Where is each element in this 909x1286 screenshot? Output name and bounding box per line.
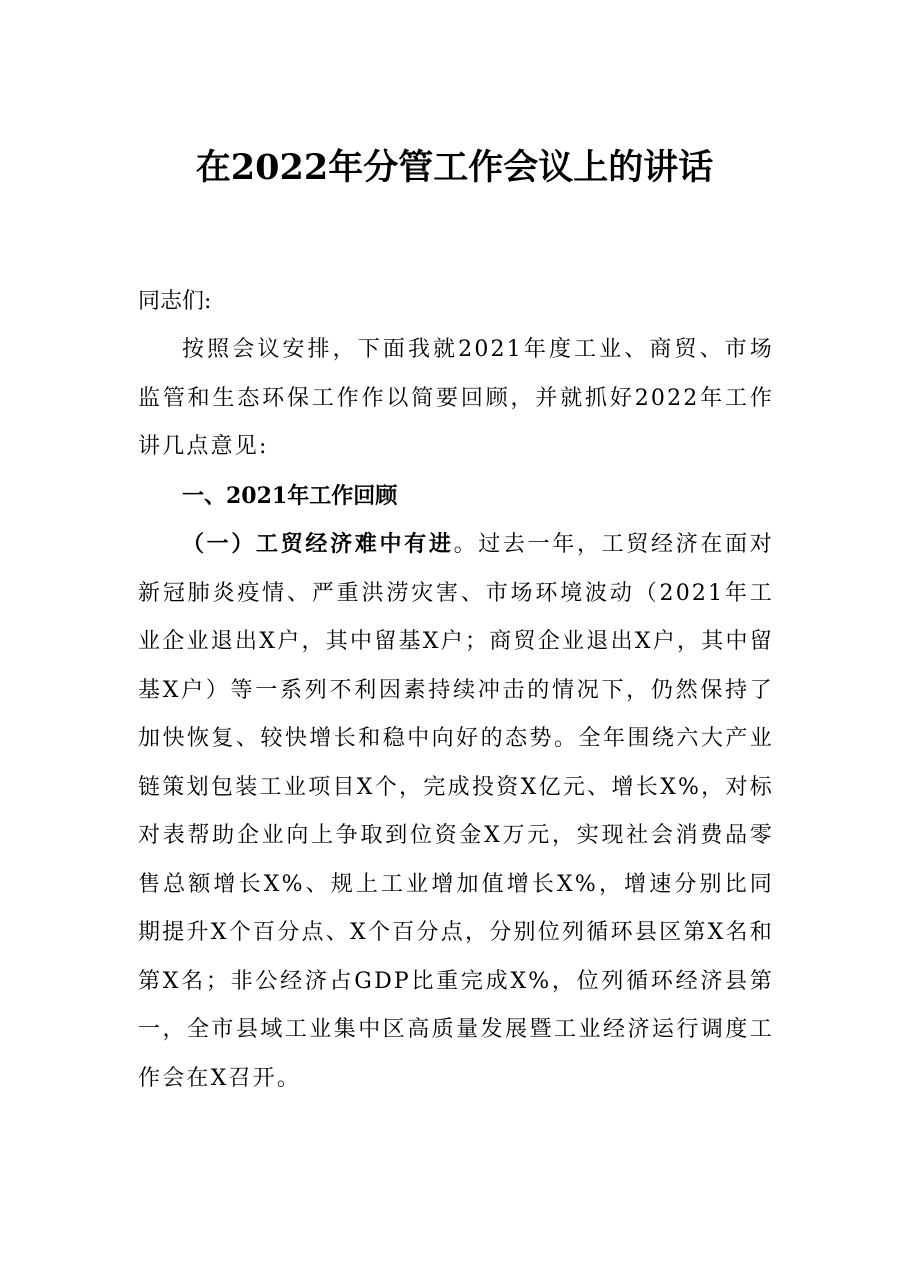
subsection-lead: （一）工贸经济难中有进 (182, 531, 454, 557)
section-heading: 一、2021年工作回顾 (182, 482, 398, 509)
document-title: 在2022年分管工作会议上的讲话 (195, 147, 714, 188)
salutation-block (138, 278, 774, 327)
subsection-body: 。过去一年，工贸经济在面对新冠肺炎疫情、严重洪涝灾害、市场环境波动（2021年工业企业退出X户，其中留基X户；商贸企业退出X户，其中留基X户）等一系列不利因素持续冲击的情况下，仍然保持了加快恢复、较快增长和稳中向好的态势。全年围绕六大产业链策划包装工业项目X个，完成投资X亿元、增长X%，对标对表帮助企业向上争取到位资金X万元，实现社会消费品零售总额增长X%、规上工业增加值增长X%，增速分别比同期提升X个百分点、X个百分点，分别位列循环县区第X名和第X名；非公经济占GDP比重完成X%，位列循环经济县第一，全市县域工业集中区高质量发展暨工业经济运行调度工作会在X召开。 (138, 532, 775, 1091)
salutation: 同志们: (138, 289, 212, 314)
subsection-paragraph (138, 520, 774, 1103)
document-body (138, 326, 774, 1103)
intro-paragraph: 按照会议安排，下面我就2021年度工业、商贸、市场监管和生态环保工作作以简要回顾，并就抓好2022年工作讲几点意见: (138, 337, 774, 459)
